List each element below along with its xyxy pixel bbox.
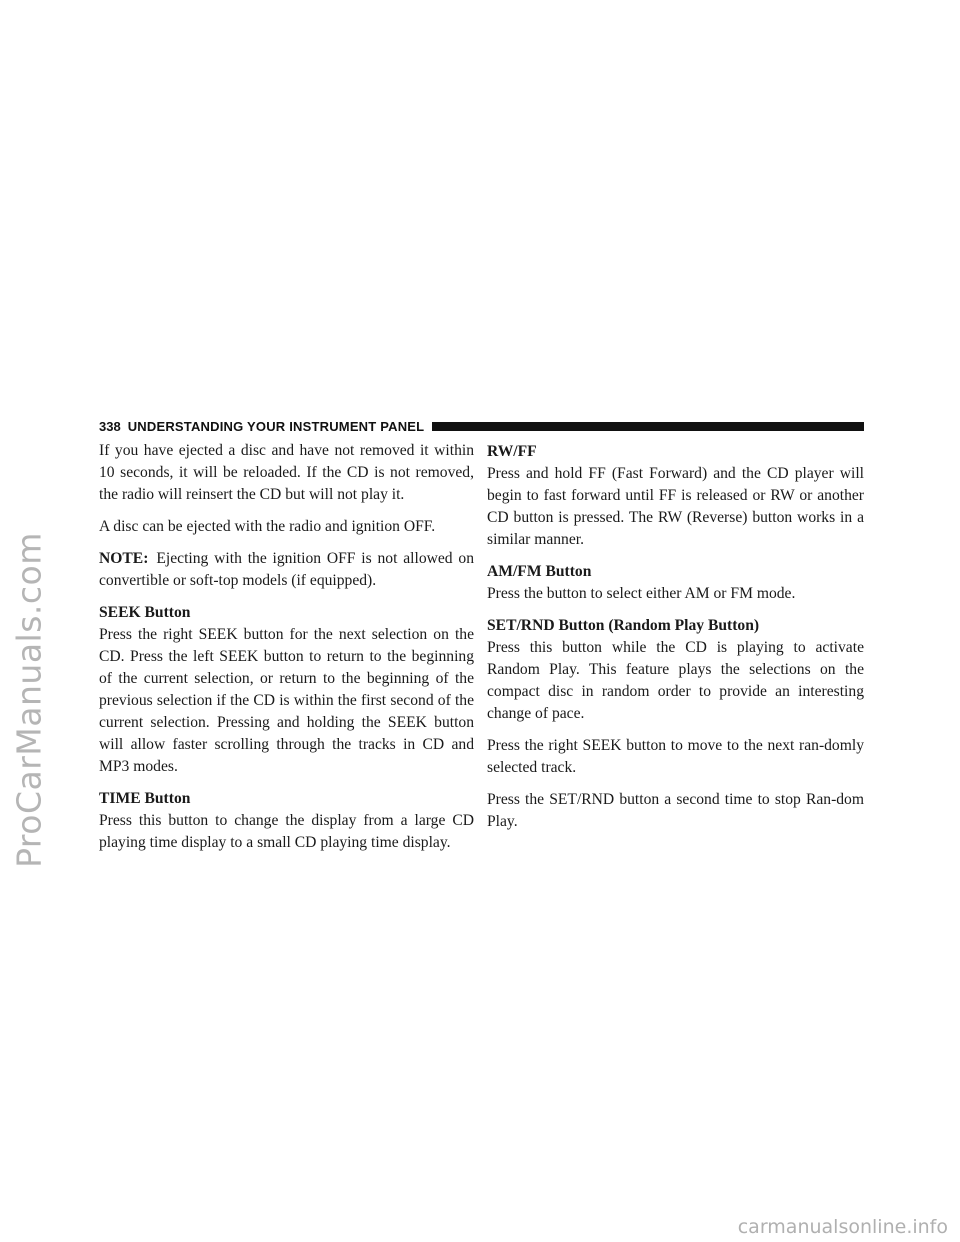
header-rule (432, 422, 864, 431)
note-text: Ejecting with the ignition OFF is not allowed on convertible or soft-top models (if equipped). (99, 550, 474, 589)
section-title: UNDERSTANDING YOUR INSTRUMENT PANEL (127, 418, 425, 434)
seek-heading: SEEK Button (99, 604, 191, 621)
bottom-watermark: carmanualsonline.info (737, 1216, 948, 1238)
side-watermark-text: ProCarManuals.com (9, 532, 49, 868)
setrnd-paragraph: Press this button while the CD is playing to activate Random Play. This feature plays the selections on the compact disc in random order to provide an interesting change of pace. (487, 639, 864, 722)
amfm-heading: AM/FM Button (487, 563, 592, 580)
setrnd-heading: SET/RND Button (Random Play Button) (487, 617, 760, 634)
page-number: 338 (99, 418, 121, 434)
eject-reload-paragraph: If you have ejected a disc and have not removed it within 10 seconds, it will be reloaded. If the CD is not removed, the radio will reinsert the CD but will not play it. (99, 442, 474, 503)
time-heading: TIME Button (99, 790, 191, 807)
amfm-paragraph: Press the button to select either AM or FM mode. (487, 585, 796, 602)
page-header (99, 418, 864, 434)
eject-ignition-paragraph: A disc can be ejected with the radio and ignition OFF. (99, 518, 436, 535)
seek-next-paragraph: Press the right SEEK button to move to the next ran-domly selected track. (487, 737, 864, 776)
right-column (487, 441, 864, 843)
rwff-heading: RW/FF (487, 443, 537, 460)
seek-paragraph: Press the right SEEK button for the next selection on the CD. Press the left SEEK button to return to the beginning of the current selection, or return to the beginning of the previous selection if the CD is within the first second of the current selection. Pressing and holding the SEEK button will allow faster scrolling through the tracks in CD and MP3 modes. (99, 626, 474, 775)
rwff-paragraph: Press and hold FF (Fast Forward) and the CD player will begin to fast forward until FF is released or RW or another CD button is pressed. The RW (Reverse) button works in a similar manner. (487, 465, 864, 548)
note-label: NOTE: (99, 550, 149, 567)
note-paragraph (99, 548, 474, 592)
stop-random-paragraph: Press the SET/RND button a second time to stop Ran-dom Play. (487, 791, 864, 830)
side-watermark (6, 420, 52, 980)
time-paragraph: Press this button to change the display from a large CD playing time display to a small CD playing time display. (99, 812, 474, 851)
left-column (99, 440, 474, 864)
